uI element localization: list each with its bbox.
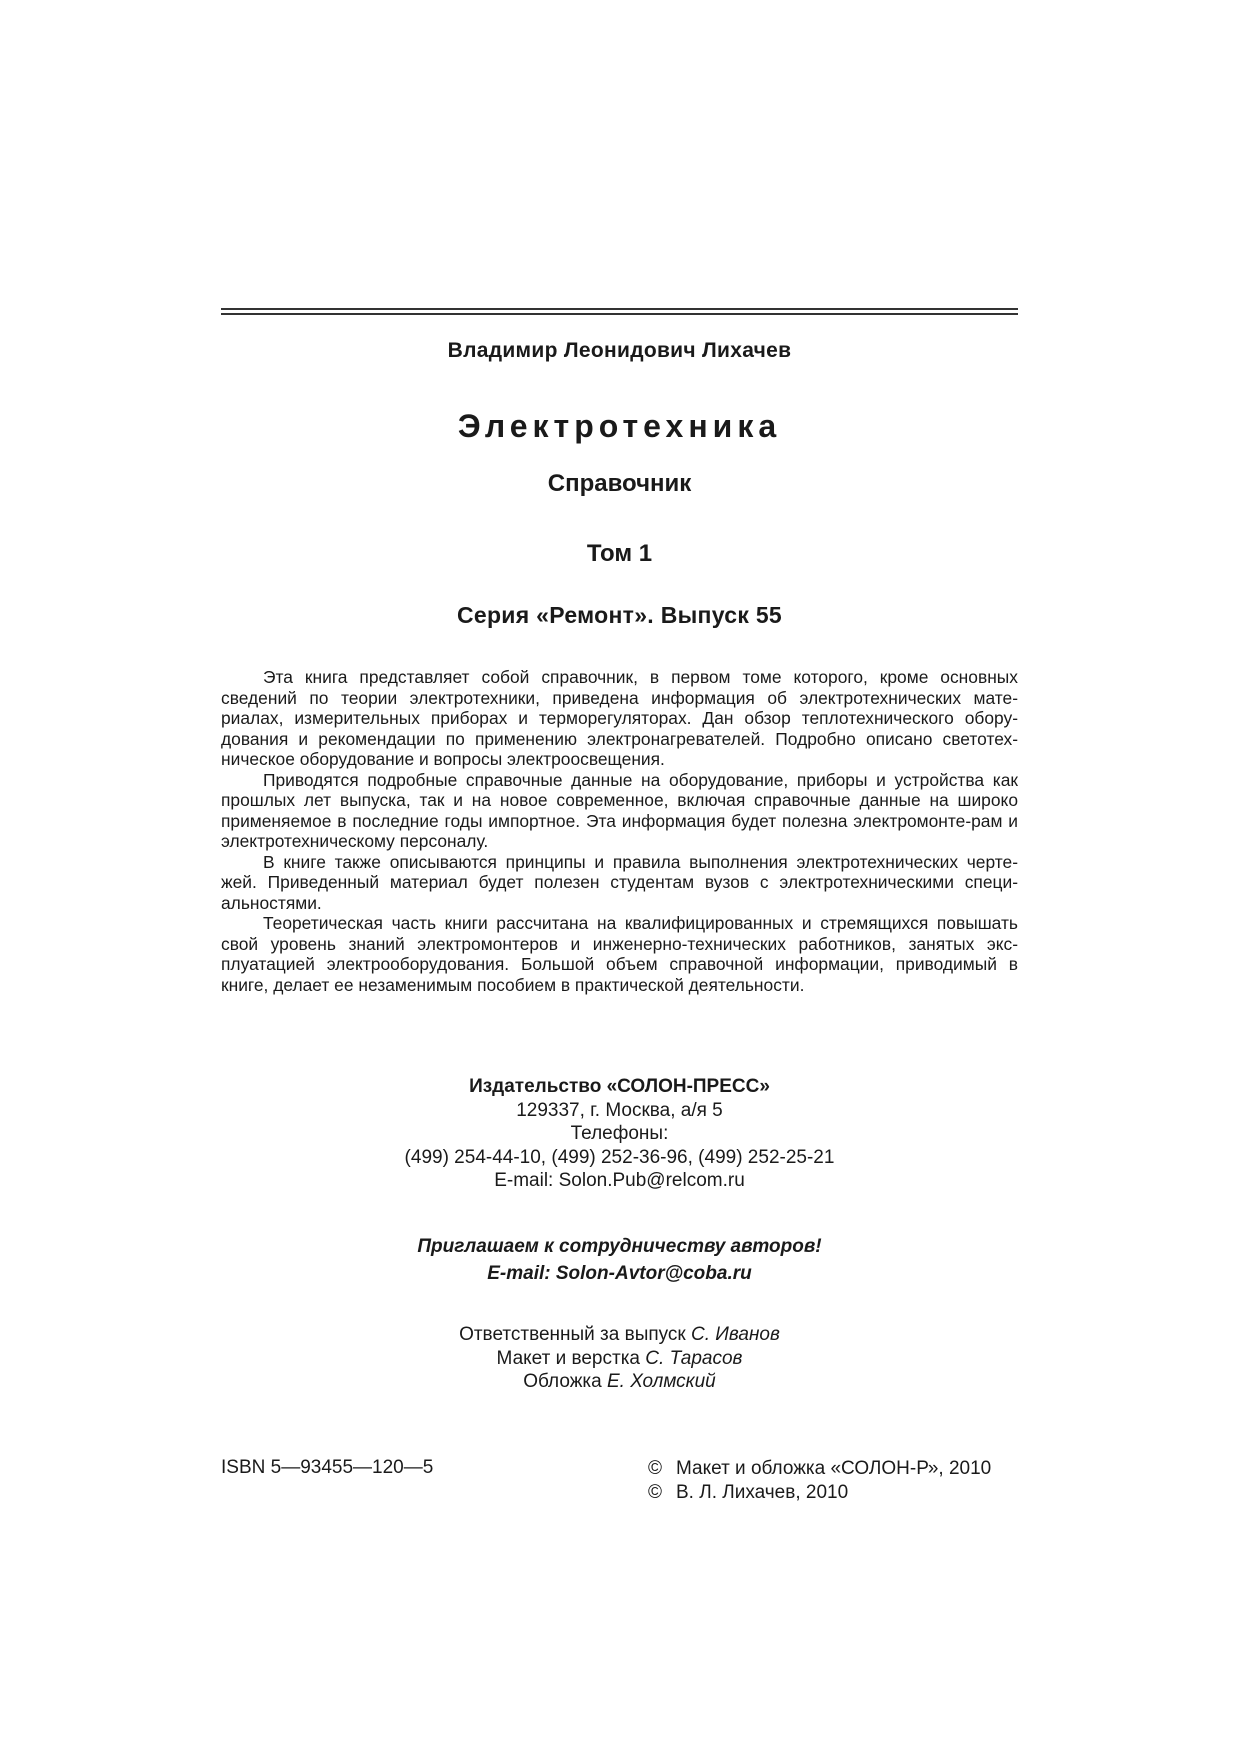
invitation-email: E-mail: Solon-Avtor@coba.ru (487, 1263, 752, 1284)
credit-line (221, 1347, 1018, 1371)
abstract-paragraph: Эта книга представляет собой справочник, в первом томе которого, кроме основных сведений по теории электротехники, приведена информация об электротехнических мате-риалах, измерительных приборах и терморегуляторах. Дан обзор теплотехнического обору-дования и рекомендации по применению электронагревателей. Подробно описано светотех-ническое оборудование и вопросы электроосвещения. (221, 667, 1018, 769)
publisher-name: Издательство «СОЛОН-ПРЕСС» (469, 1076, 770, 1097)
credit-line (221, 1370, 1018, 1394)
invitation-text: Приглашаем к сотрудничеству авторов! (417, 1236, 822, 1257)
top-rule-upper (221, 308, 1018, 310)
credit-person: Е. Холмский (606, 1371, 716, 1392)
credit-person: С. Иванов (691, 1324, 780, 1345)
credit-role: Ответственный за выпуск (459, 1324, 686, 1345)
abstract-paragraph: Теоретическая часть книги рассчитана на квалифицированных и стремящихся повышать свой уровень знаний электромонтеров и инженерно-технических работников, занятых экс-плуатацией электрооборудования. Большой объем справочной информации, приводимый в книге, делает ее незаменимым пособием в практической деятельности. (221, 913, 1018, 995)
publisher-block (221, 1075, 1018, 1193)
series-label: Серия «Ремонт». Выпуск 55 (456, 602, 783, 628)
abstract-paragraph: Приводятся подробные справочные данные на оборудование, приборы и устройства как прошлых лет выпуска, так и на новое современное, включая справочные данные на широко применяемое в последние годы импортное. Эта информация будет полезна электромонте-рам и электротехническому персоналу. (221, 769, 1018, 851)
copyright-icon: © (648, 1482, 662, 1503)
isbn: ISBN 5—93455—120—5 (221, 1457, 434, 1478)
credit-person: С. Тарасов (645, 1347, 743, 1369)
author-invitation (221, 1233, 1018, 1287)
author-name: Владимир Леонидович Лихачев (447, 339, 792, 362)
credit-role: Обложка (523, 1371, 602, 1392)
publisher-phones-label: Телефоны: (570, 1123, 669, 1144)
abstract (221, 667, 1018, 995)
copyright-line (648, 1481, 991, 1505)
copyright-text: В. Л. Лихачев, 2010 (676, 1482, 849, 1503)
publisher-phones: (499) 254-44-10, (499) 252-36-96, (499) 252-25-21 (404, 1146, 835, 1168)
copyright-line (648, 1457, 991, 1481)
copyright-icon: © (648, 1458, 662, 1479)
credits-block (221, 1323, 1018, 1394)
publisher-email: E-mail: Solon.Pub@relcom.ru (494, 1170, 745, 1191)
copyright-block (648, 1457, 991, 1505)
abstract-paragraph: В книге также описываются принципы и правила выполнения электротехнических черте-жей. Приведенный материал будет полезен студентам вузов с электротехническими специ-альностями. (221, 851, 1018, 913)
publisher-address: 129337, г. Москва, а/я 5 (516, 1099, 723, 1121)
book-subtitle: Справочник (547, 470, 692, 497)
top-rule-lower (221, 313, 1018, 315)
credit-role: Макет и верстка (496, 1347, 641, 1369)
credit-line (221, 1323, 1018, 1347)
copyright-text: Макет и обложка «СОЛОН-Р», 2010 (676, 1458, 992, 1479)
book-title: Электротехника (457, 408, 782, 444)
volume-label: Том 1 (586, 540, 653, 567)
